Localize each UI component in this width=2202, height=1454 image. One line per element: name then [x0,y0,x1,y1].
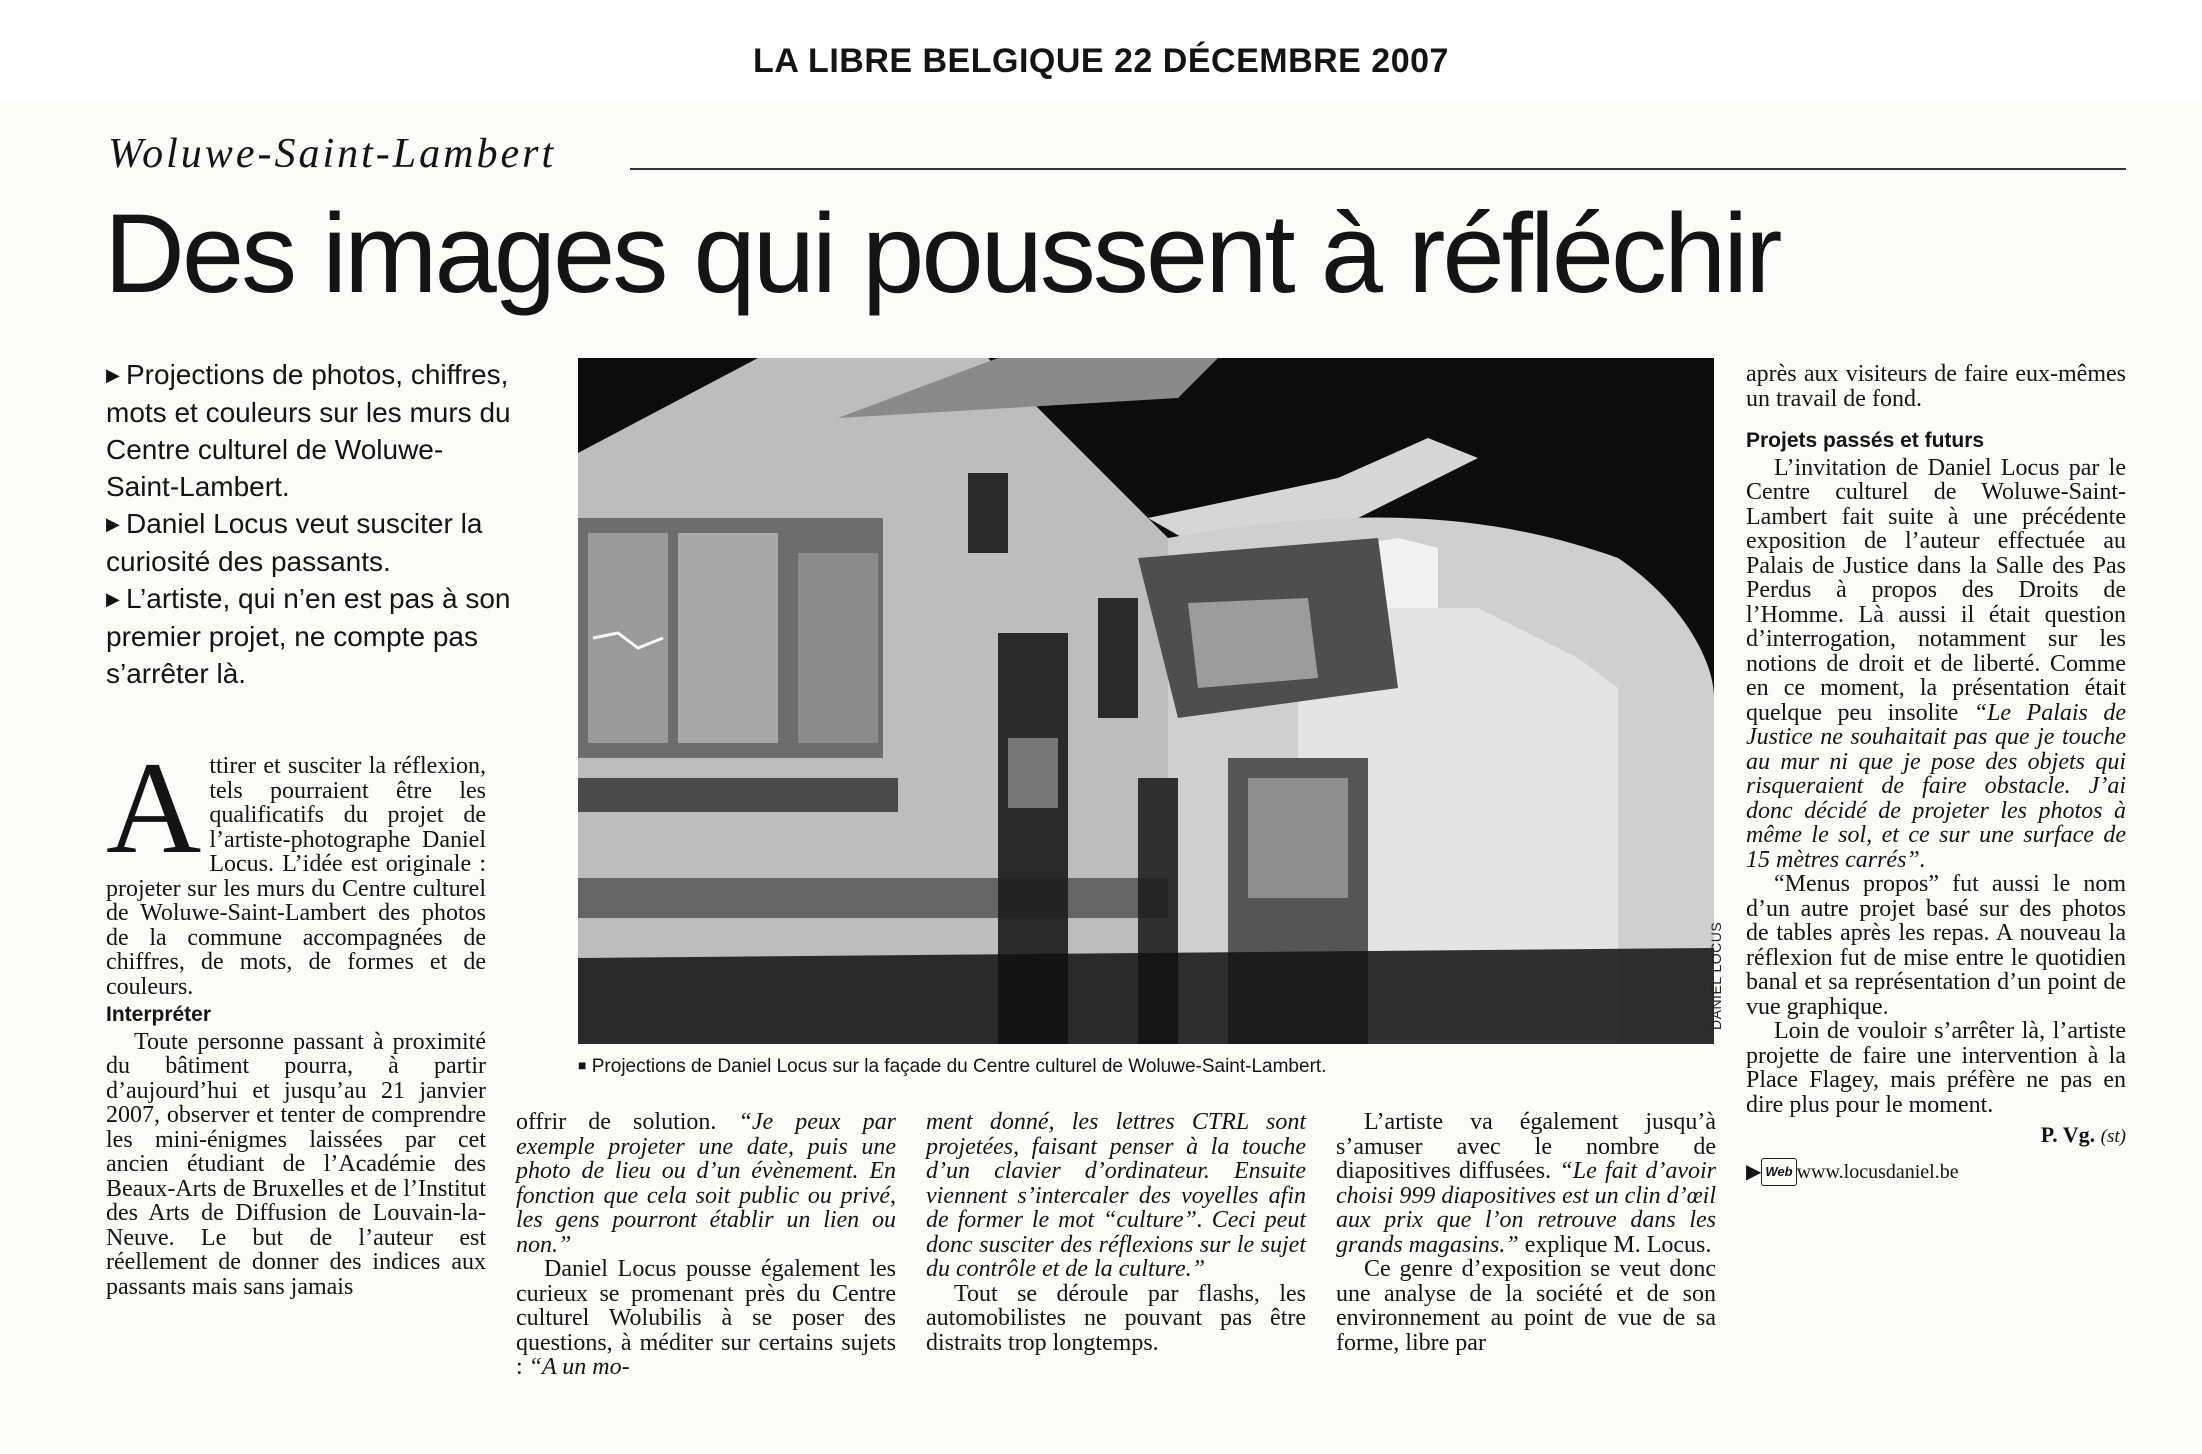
facade-illustration [578,358,1714,1044]
article-column-4 [1336,1110,1716,1355]
web-arrow-icon: ▶ [1746,1160,1762,1183]
paragraph: “Menus propos” fut aussi le nom d’un autre projet basé sur des photos de tables après les repas. A nouveau la réflexion fut de mise entre le quotidien banal et sa représentation d’un point de vue graphique. [1746,871,2126,1020]
paragraph: Daniel Locus pousse également les curieux se promenant près du Centre culturel Wolubilis à se poser des questions, à méditer sur certains sujets : “A un mo- [516,1256,896,1380]
intro-bullets [106,356,516,692]
masthead: LA LIBRE BELGIQUE 22 DÉCEMBRE 2007 [753,42,1449,80]
caption-marker-icon: ■ [578,1057,587,1073]
paragraph: Toute personne passant à proximité du bâtiment pourra, à partir d’aujourd’hui et jusqu’au 21 janvier 2007, observer et tenter de comprendre les mini-énigmes laissées par cet ancien étudiant de l’Académie des Beaux-Arts de Bruxelles et de l’Institut des Arts de Diffusion de Louvain-la-Neuve. Le but de l’auteur est réellement de donner des indices aux passants mais sans jamais [106,1028,486,1300]
rubric-rule [630,168,2126,170]
building-photo [578,358,1714,1044]
web-reference [1746,1158,2126,1187]
photo-caption: ■ Projections de Daniel Locus sur la façade du Centre culturel de Woluwe-Saint-Lambert. [578,1056,1327,1077]
intro-bullet: ▶ Projections de photos, chiffres, mots et couleurs sur les murs du Centre culturel de Woluwe-Saint-Lambert. [106,359,511,502]
subheading-projets: Projets passés et futurs [1746,429,1985,452]
drop-cap: A [106,734,202,881]
intro-bullet: ▶ L’artiste, qui n’en est pas à son premier projet, ne compte pas s’arrêter là. [106,583,511,689]
article-column-2 [516,1110,896,1380]
paragraph: L’artiste va également jusqu’à s’amuser avec le nombre de diapositives diffusées. “Le fait d’avoir choisi 999 diapositives est un clin d’œil aux prix que l’on retrouve dans les grands magasins.” explique M. Locus. [1336,1109,1716,1258]
paragraph: offrir de solution. “Je peux par exemple projeter une date, puis une photo de lieu ou d’un évènement. En fonction que cela soit public ou privé, les gens pourront établir un lien ou non.” [516,1109,896,1258]
quote-paragraph: ment donné, les lettres CTRL sont projetées, faisant penser à la touche d’un clavier d’ordinateur. Ensuite viennent s’intercaler des voyelles afin de former le mot “culture”. Ceci peut donc susciter des réflexions sur le sujet du contrôle et de la culture.” [926,1109,1306,1282]
bullet-marker-icon: ▶ [106,514,120,534]
article-column-1 [106,734,486,1300]
intro-bullet: ▶ Daniel Locus veut susciter la curiosité des passants. [106,508,483,577]
author-signature: P. Vg. (st) [2040,1122,2126,1147]
paragraph: Ce genre d’exposition se veut donc une analyse de la société et de son environnement au point de vue de sa forme, libre par [1336,1256,1716,1356]
lead-paragraph: Attirer et susciter la réflexion, tels pourraient être les qualificatifs du projet de l’artiste-photographe Daniel Locus. L’idée est originale : projeter sur les murs du Centre culturel de Woluwe-Saint-Lambert des photos de la commune accompagnées de chiffres, de mots, de formes et de couleurs. [106,734,486,1000]
headline: Des images qui poussent à réfléchir [104,191,1780,316]
article-column-5 [1746,362,2126,1186]
subheading-interpreter: Interpréter [106,1003,212,1026]
bullet-marker-icon: ▶ [106,589,120,609]
paragraph: L’invitation de Daniel Locus par le Centre culturel de Woluwe-Saint-Lambert fait suite à une précédente exposition de l’auteur effectuée au Palais de Justice dans la Salle des Pas Perdus à propos des Droits de l’Homme. Là aussi il était question d’interrogation, notamment sur les notions de droit et de liberté. Comme en ce moment, la présentation était quelque peu insolite “Le Palais de Justice ne souhaitait pas que je touche au mur ni que je pose des objets qui risqueraient de faire obstacle. J’ai donc décidé de projeter les photos à même le sol, et ce sur une surface de 15 mètres carrés”. [1746,454,2126,873]
web-badge: Web [1761,1158,1796,1187]
paragraph: Tout se déroule par flashs, les automobilistes ne pouvant pas être distraits trop longtemps. [926,1280,1306,1356]
photo-credit: DANIEL LOCUS [1708,921,1724,1030]
web-url[interactable]: www.locusdaniel.be [1796,1160,1959,1183]
article-column-3 [926,1110,1306,1355]
paragraph: Loin de vouloir s’arrêter là, l’artiste projette de faire une intervention à la Place Flagey, mais préfère ne pas en dire plus pour le moment. [1746,1018,2126,1118]
paragraph: après aux visiteurs de faire eux-mêmes un travail de fond. [1746,361,2126,412]
bullet-marker-icon: ▶ [106,365,120,385]
section-rubric: Woluwe-Saint-Lambert [108,131,557,177]
